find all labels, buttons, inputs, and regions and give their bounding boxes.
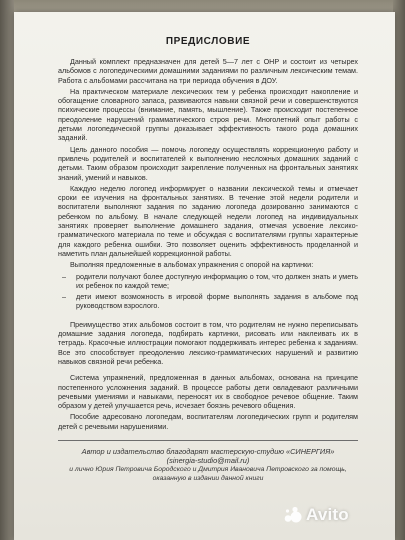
paragraph: Каждую неделю логопед информирует о названии лексической темы и отмечает сроки ее изучения на фронтальных занятиях. В течение этой недели родители и воспитатели выполняют задания по заданию логопеда дозированно занимаются с ребенком по альбому. В начале следующей недели логопед на индивидуальных занятиях проверяет выполнение домашнего задания, отмечая усвоение лексико-грамматического материала по теме и обсуждая с воспитателями группы характерные для каждого ребенка ошибки. Это позволяет оценить эффективность проделанной и наметить план дальнейшей коррекционной работы. (58, 183, 358, 258)
paragraph: Пособие адресовано логопедам, воспитателям логопедических групп и родителям детей с речевыми нарушениями. (58, 412, 358, 431)
dash-bullet-icon: – (62, 292, 66, 302)
paragraph: На практическом материале лексических тем у ребенка происходит накопление и обогащение словарного запаса, развиваются навыки связной речи и совершенствуются психические процессы (внимание, память, мышление). Также происходит постепенное преодоление нарушений грамматического строя речи. Многолетний опыт работы с детьми логопедической группы доказывает эффективность такого рода домашних заданий. (58, 86, 358, 143)
paragraph: Выполняя предложенные в альбомах упражнения с опорой на картинки: (70, 260, 314, 270)
avito-watermark (283, 505, 349, 525)
paragraph: Цель данного пособия — помочь логопеду осуществлять коррекционную работу и привлечь родителей и воспитателей к выполнению несложных домашних заданий с детьми. Таким образом происходит закрепление полученных на фронтальных занятиях знаний, умений и навыков. (58, 144, 358, 182)
page-content (58, 36, 358, 483)
bullet-list (58, 272, 358, 311)
list-item: – родители получают более доступную информацию о том, что должен знать и уметь их ребенок по каждой теме; (62, 271, 358, 290)
list-item: – дети имеют возможность в игровой форме выполнять задания в альбоме под руководством взрослого. (62, 292, 358, 311)
avito-logo-icon (283, 506, 303, 524)
paragraph: Данный комплект предназначен для детей 5—7 лет с ОНР и состоит из четырех альбомов с логопедическими домашними заданиями по различным лексическим темам. Работа с альбомами рассчитана на три периода обучения в ДОУ. (58, 57, 358, 85)
acknowledgement-line: Автор и издательство благодарят мастерскую-студию «СИНЕРГИЯ» (81, 446, 335, 456)
acknowledgement-block (58, 440, 358, 483)
paragraph: Преимущество этих альбомов состоит в том, что родителям не нужно переписывать домашние задания логопеда, подбирать картинки, рисовать или наклеивать их в тетрадь. Красочные иллюстрации помогают поддерживать интерес ребенка к заданиям. Все это способствует преодолению лексико-грамматических нарушений и развитию навыков связной речи ребенка. (58, 319, 358, 366)
acknowledgement-email: (sinergia-studio@mail.ru) (166, 455, 250, 465)
watermark-text: Avito (306, 505, 349, 524)
paragraph: Система упражнений, предложенная в данных альбомах, основана на принципе постепенного усложнения заданий. В процессе работы дети овладевают различными речевыми умениями и навыками, переносят их в свободное речевое общение. Таким образом у детей улучшается речь, исчезает боязнь речевого общения. (58, 373, 358, 411)
background-surface-left (0, 0, 14, 540)
book-page (14, 12, 395, 540)
acknowledgement-line: оказанную в издании данной книги (152, 474, 264, 482)
page-title: ПРЕДИСЛОВИЕ (165, 36, 251, 47)
acknowledgement-line: и лично Юрия Петровича Бородского и Дмитрия Ивановича Петровского за помощь, (69, 465, 347, 473)
dash-bullet-icon: – (62, 271, 66, 281)
